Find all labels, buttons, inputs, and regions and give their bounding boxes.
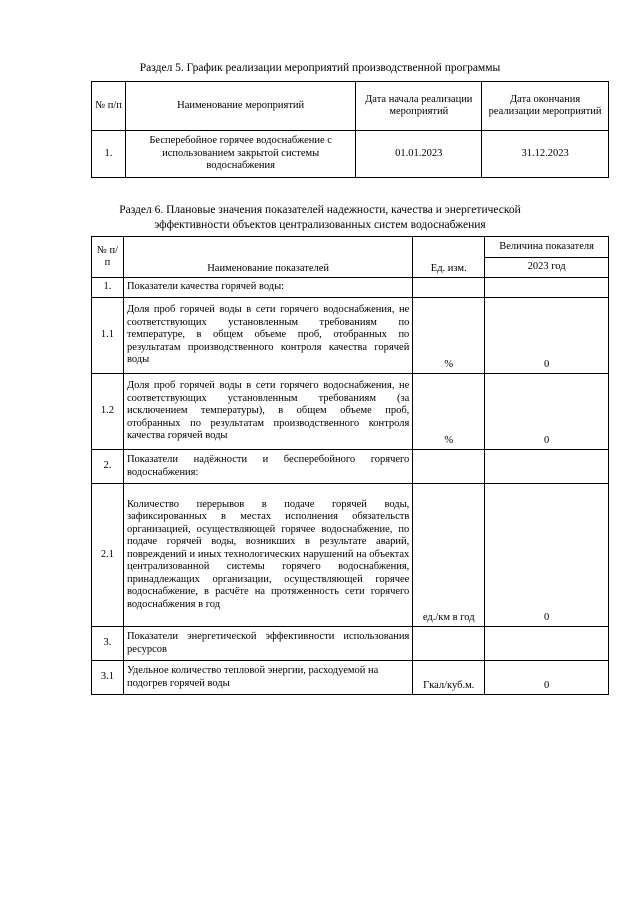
row-name: Доля проб горячей воды в сети горячего водоснабжения, не соответствующих установленным требованиям по температуре, в общем объеме проб, отобранных по результатам производственного контроля качества горячей воды — [123, 298, 412, 374]
row-num: 1. — [92, 278, 124, 298]
row-unit: ед./км в год — [413, 484, 485, 627]
row-start-date: 01.01.2023 — [356, 131, 482, 178]
row-value — [485, 278, 609, 298]
section5-table — [91, 81, 609, 178]
header-value: Величина показателя — [485, 237, 609, 258]
row-num: 3. — [92, 627, 124, 661]
row-value — [485, 627, 609, 661]
row-unit — [413, 450, 485, 484]
row-unit: % — [413, 374, 485, 450]
row-name: Показатели энергетической эффективности использования ресурсов — [123, 627, 412, 661]
row-num: 2.1 — [92, 484, 124, 627]
row-value: 0 — [485, 661, 609, 695]
row-num: 3.1 — [92, 661, 124, 695]
table-row — [92, 298, 609, 374]
header-year: 2023 год — [485, 258, 609, 278]
section6-table — [91, 236, 609, 695]
row-unit: % — [413, 298, 485, 374]
row-name: Бесперебойное горячее водоснабжение с использованием закрытой системы водоснабжения — [125, 131, 355, 178]
row-unit: Гкал/куб.м. — [413, 661, 485, 695]
table-row — [92, 278, 609, 298]
row-value: 0 — [485, 374, 609, 450]
row-num: 1.1 — [92, 298, 124, 374]
row-value: 0 — [485, 298, 609, 374]
table-row — [92, 131, 609, 178]
row-value — [485, 450, 609, 484]
section5-header-row — [92, 82, 609, 131]
row-num: 2. — [92, 450, 124, 484]
table-row — [92, 627, 609, 661]
section6-title-line1: Раздел 6. Плановые значения показателей надежности, качества и энергетической — [119, 204, 521, 216]
row-name: Доля проб горячей воды в сети горячего водоснабжения, не соответствующих установленным требованиям (за исключением температуры), в общем объеме проб, отобранных по результатам производственного контроля качества горячей воды — [123, 374, 412, 450]
header-num: № п/п — [92, 237, 124, 278]
row-num: 1. — [92, 131, 126, 178]
header-unit: Ед. изм. — [413, 237, 485, 278]
table-row — [92, 661, 609, 695]
header-name: Наименование мероприятий — [125, 82, 355, 131]
row-name: Показатели качества горячей воды: — [123, 278, 412, 298]
section6-title-line2: эффективности объектов централизованных систем водоснабжения — [154, 219, 486, 231]
row-unit — [413, 627, 485, 661]
row-unit — [413, 278, 485, 298]
row-end-date: 31.12.2023 — [482, 131, 609, 178]
table-row — [92, 374, 609, 450]
header-end-date: Дата окончания реализации мероприятий — [482, 82, 609, 131]
row-num: 1.2 — [92, 374, 124, 450]
section6-header-row-1 — [92, 237, 609, 258]
header-indicator-name: Наименование показателей — [123, 237, 412, 278]
row-value: 0 — [485, 484, 609, 627]
row-name: Количество перерывов в подаче горячей воды, зафиксированных в местах исполнения обязательств организацией, осуществляющей горячее водоснабжение, по подаче горячей воды, возникших в результате аварий, повреждений и иных технологических нарушений на объектах централизованной системы горячего водоснабжения, принадлежащих организации, осуществляющей горячее водоснабжение, в расчёте на протяженность сети горячего водоснабжения в год — [123, 484, 412, 627]
row-name: Показатели надёжности и бесперебойного горячего водоснабжения: — [123, 450, 412, 484]
header-start-date: Дата начала реализации мероприятий — [356, 82, 482, 131]
table-row — [92, 484, 609, 627]
table-row — [92, 450, 609, 484]
row-name: Удельное количество тепловой энергии, расходуемой на подогрев горячей воды — [123, 661, 412, 695]
header-num: № п/п — [92, 82, 126, 131]
section5-title: Раздел 5. График реализации мероприятий производственной программы — [139, 62, 501, 74]
